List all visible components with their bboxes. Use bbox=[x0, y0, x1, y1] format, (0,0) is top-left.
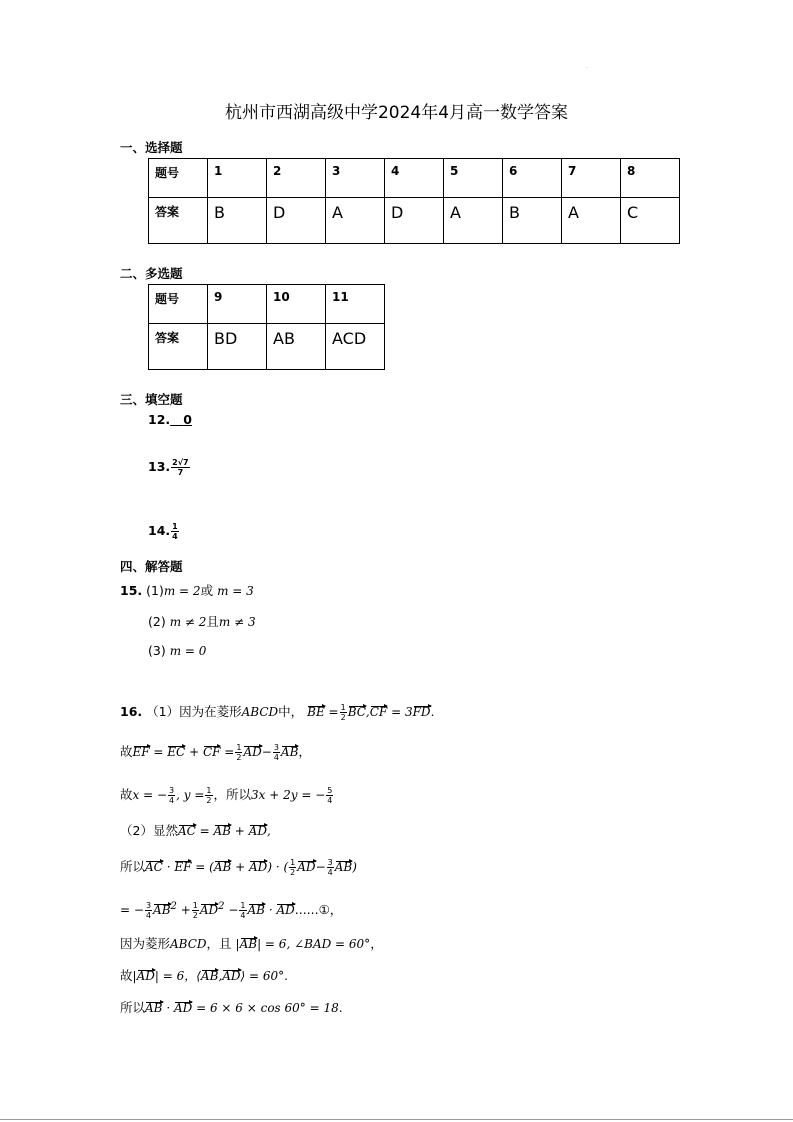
q15-part2: (2) m ≠ 2且m ≠ 3 bbox=[148, 614, 256, 629]
section-heading-multi: 二、多选题 bbox=[120, 266, 183, 281]
section-heading-choice: 一、选择题 bbox=[120, 140, 183, 155]
q14-answer bbox=[148, 522, 180, 541]
table-cell: A bbox=[444, 198, 503, 244]
table-cell: 答案 bbox=[149, 324, 208, 370]
q13-number: 13. bbox=[148, 459, 171, 474]
table-cell: D bbox=[267, 198, 326, 244]
q16-line3: 故x = − $\frac{3}{4}$ , y = $\frac{1}{2}$ ，所以3x + 2y = − $\frac{5}{4}$ bbox=[120, 786, 333, 805]
q16-line4: （2）显然AC = AB + AD, bbox=[120, 823, 271, 838]
multi-answer-table bbox=[148, 284, 385, 370]
table-cell: C bbox=[621, 198, 680, 244]
choice-answer-table bbox=[148, 158, 680, 244]
q14-fraction: $\frac{1}{4}$ bbox=[172, 522, 178, 541]
table-cell: ACD bbox=[326, 324, 385, 370]
q13-fraction: $\frac{2√7}{7}$ bbox=[172, 458, 189, 477]
q16-line6: = − $\frac{3}{4}$ $AB^2$ + $\frac{1}{2}$ $AD^2$ − $\frac{1}{4}$ AB · AD......①， bbox=[120, 901, 343, 920]
table-cell: B bbox=[208, 198, 267, 244]
table-cell: 5 bbox=[444, 159, 503, 198]
q16-line8: 故|AD| = 6，⟨AB,AD⟩ = 60°. bbox=[120, 968, 288, 983]
page-bottom-divider bbox=[0, 1119, 793, 1120]
section-heading-solution: 四、解答题 bbox=[120, 559, 183, 574]
table-cell: BD bbox=[208, 324, 267, 370]
table-cell: 8 bbox=[621, 159, 680, 198]
q16-line9: 所以AB · AD = 6 × 6 × cos 60° = 18. bbox=[120, 1000, 343, 1015]
table-cell: 答案 bbox=[149, 198, 208, 244]
q12-answer bbox=[148, 412, 192, 427]
table-cell: D bbox=[385, 198, 444, 244]
q16-line7: 因为菱形ABCD，且 |AB| = 6, ∠BAD = 60°， bbox=[120, 936, 383, 951]
q14-number: 14. bbox=[148, 523, 171, 538]
q16-line2: 故EF = EC + CF = $\frac{1}{2}$ AD− $\frac{3}{4}$ AB， bbox=[120, 743, 311, 762]
q15-part1: 15. (1)m = 2或 m = 3 bbox=[120, 583, 254, 598]
table-cell: 9 bbox=[208, 285, 267, 324]
table-cell: 3 bbox=[326, 159, 385, 198]
q16-line1: 16. （1）因为在菱形ABCD中， BE = $\frac{1}{2}$ BC,CF = 3FD. bbox=[120, 703, 435, 722]
corner-mark: . bbox=[586, 64, 588, 70]
table-cell: 10 bbox=[267, 285, 326, 324]
q15-part3: (3) m = 0 bbox=[148, 643, 207, 658]
q16-line5: 所以AC · EF = (AB + AD) · ( $\frac{1}{2}$ AD− $\frac{3}{4}$ AB) bbox=[120, 858, 357, 877]
table-cell: 11 bbox=[326, 285, 385, 324]
table-cell: 7 bbox=[562, 159, 621, 198]
table-cell: B bbox=[503, 198, 562, 244]
q12-number: 12. bbox=[148, 412, 171, 427]
table-cell: 6 bbox=[503, 159, 562, 198]
table-cell: A bbox=[562, 198, 621, 244]
q13-answer bbox=[148, 458, 191, 477]
table-cell: 题号 bbox=[149, 159, 208, 198]
section-heading-fill: 三、填空题 bbox=[120, 392, 183, 407]
doc-title: 杭州市西湖高级中学2024年4月高一数学答案 bbox=[224, 103, 569, 123]
table-cell: 2 bbox=[267, 159, 326, 198]
q12-value: 0 bbox=[183, 412, 192, 427]
table-cell: 1 bbox=[208, 159, 267, 198]
table-cell: 题号 bbox=[149, 285, 208, 324]
table-cell: A bbox=[326, 198, 385, 244]
table-cell: 4 bbox=[385, 159, 444, 198]
table-cell: AB bbox=[267, 324, 326, 370]
